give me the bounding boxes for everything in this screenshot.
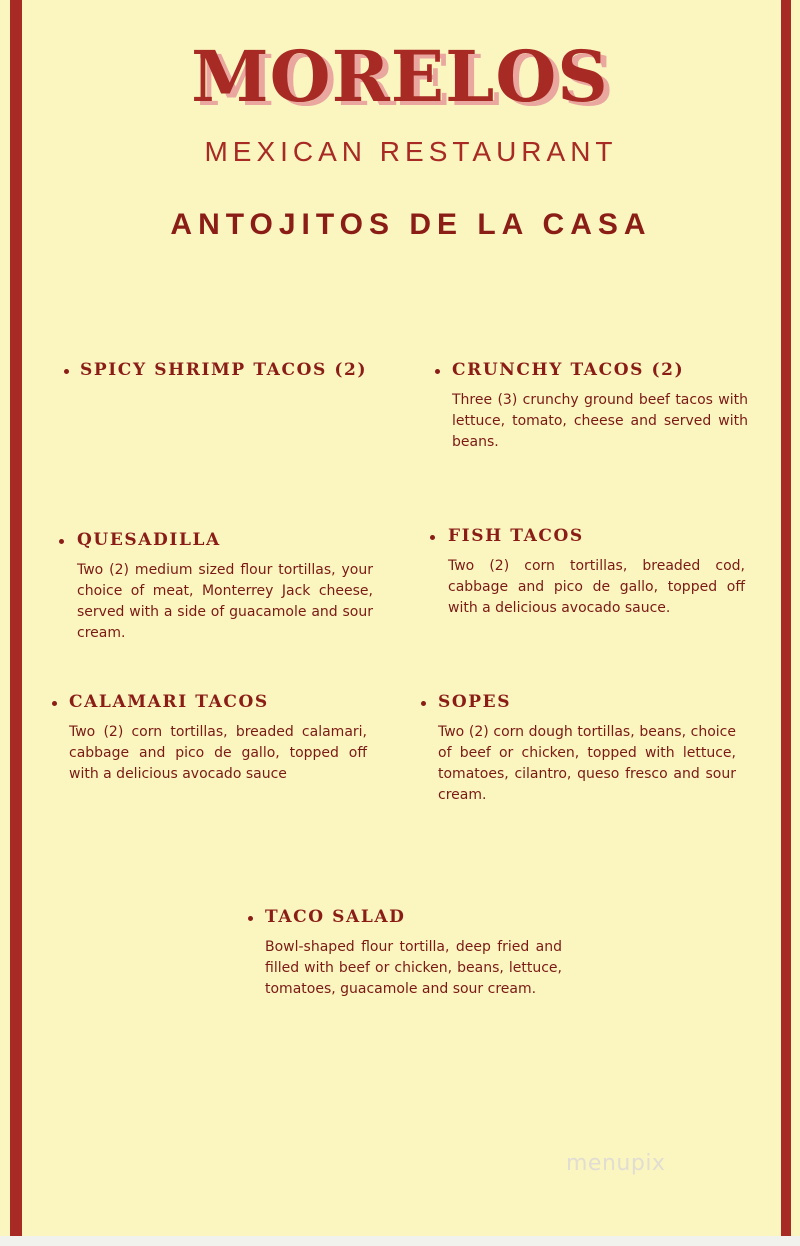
menu-item-name: FISH TACOS [448,526,584,546]
menu-item-quesadilla [77,530,373,644]
bullet-icon [421,701,426,706]
menu-item-calamari-tacos [69,692,367,785]
menu-item-name: CRUNCHY TACOS (2) [452,360,685,380]
menu-item-fish-tacos [448,526,745,619]
menu-item-sopes [438,692,736,806]
menu-item-description: Three (3) crunchy ground beef tacos with lettuce, tomato, cheese and served with beans. [452,392,748,450]
left-border [10,0,22,1236]
menu-item-name: CALAMARI TACOS [69,692,269,712]
bullet-icon [52,701,57,706]
menu-item-name: SOPES [438,692,512,712]
menu-item-description: Two (2) medium sized flour tortillas, your choice of meat, Monterrey Jack cheese, served with a side of guacamole and sour cream. [77,562,373,641]
menu-item-name: SPICY SHRIMP TACOS (2) [80,360,368,380]
bullet-icon [430,535,435,540]
bullet-icon [59,539,64,544]
menu-item-description: Bowl-shaped flour tortilla, deep fried and filled with beef or chicken, beans, lettuce, tomatoes, guacamole and sour cream. [265,939,562,997]
right-border [781,0,791,1236]
restaurant-subtitle: MEXICAN RESTAURANT [204,136,618,167]
bullet-icon [248,916,253,921]
menu-item-taco-salad [265,907,562,1000]
watermark: menupix [566,1151,666,1176]
menu-item-name: QUESADILLA [77,530,221,550]
menu-item-description: Two (2) corn tortillas, breaded calamari, cabbage and pico de gallo, topped off with a delicious avocado sauce [69,724,367,782]
menu-item-crunchy-tacos [452,360,748,453]
bullet-icon [435,369,440,374]
menu-item-description: Two (2) corn dough tortillas, beans, choice of beef or chicken, topped with lettuce, tomatoes, cilantro, queso fresco and sour cream. [438,724,736,803]
menu-item-description: Two (2) corn tortillas, breaded cod, cabbage and pico de gallo, topped off with a delicious avocado sauce. [448,558,745,616]
restaurant-name: MORELOS [191,35,609,118]
menu-item-spicy-shrimp-tacos [80,360,380,380]
section-title: ANTOJITOS DE LA CASA [170,208,652,241]
menu-item-name: TACO SALAD [265,907,406,927]
bullet-icon [64,369,69,374]
